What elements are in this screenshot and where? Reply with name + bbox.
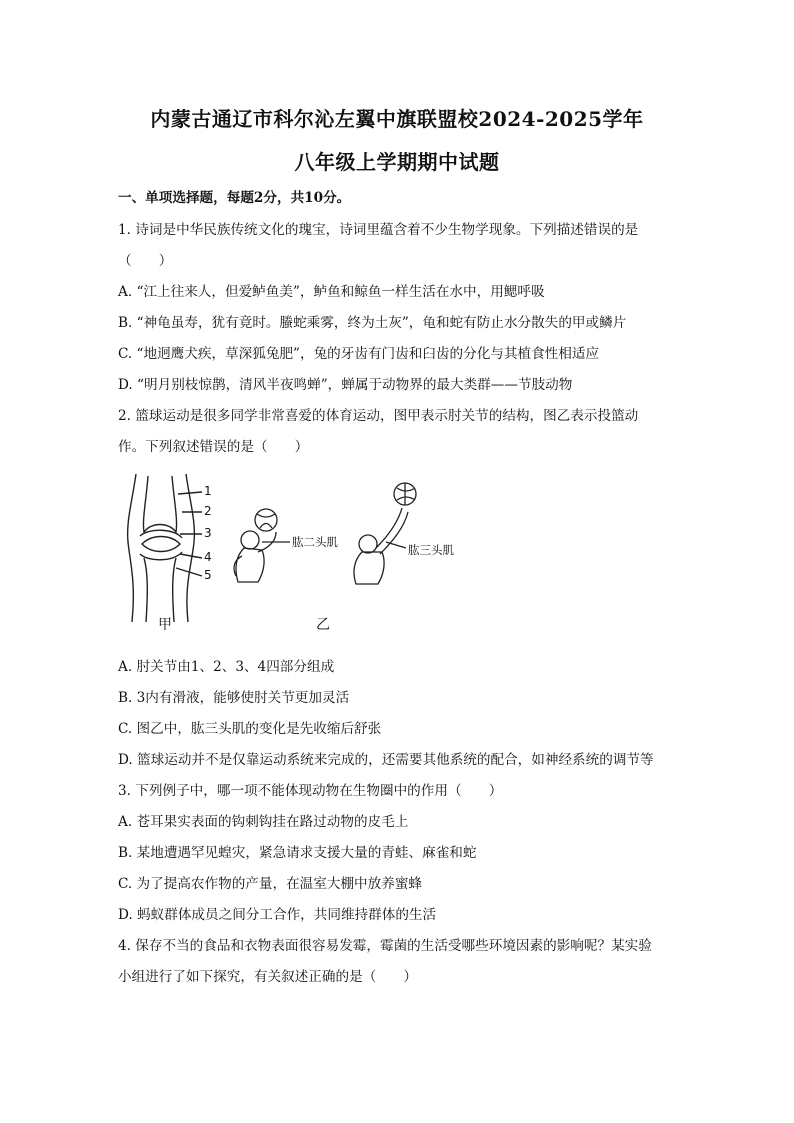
- exam-title-line2: 八年级上学期期中试题: [294, 150, 500, 174]
- label-part-5: 5: [204, 568, 212, 582]
- q1-option-b: B. “神龟虽寿，犹有竟时。螣蛇乘雾，终为土灰”，龟和蛇有防止水分散失的甲或鳞片: [118, 315, 627, 331]
- q2-stem-line1: 2. 篮球运动是很多同学非常喜爱的体育运动，图甲表示肘关节的结构，图乙表示投篮动: [118, 408, 639, 424]
- q1-option-c: C. “地迥鹰犬疾，草深狐兔肥”，兔的牙齿有门齿和臼齿的分化与其植食性相适应: [118, 346, 600, 362]
- label-triceps: 肱三头肌: [408, 543, 454, 557]
- label-part-3: 3: [204, 526, 212, 540]
- label-biceps: 肱二头肌: [292, 535, 338, 549]
- figure-label-jia: 甲: [158, 617, 172, 633]
- q2-stem-line2: 作。下列叙述错误的是（ ）: [118, 439, 309, 455]
- label-part-1: 1: [204, 484, 212, 498]
- q1-stem: 1. 诗词是中华民族传统文化的瑰宝，诗词里蕴含着不少生物学现象。下列描述错误的是: [118, 222, 639, 238]
- q2-option-c: C. 图乙中，肱三头肌的变化是先收缩后舒张: [118, 721, 382, 737]
- q3-option-c: C. 为了提高农作物的产量，在温室大棚中放养蜜蜂: [118, 876, 423, 892]
- q4-stem-line2: 小组进行了如下探究，有关叙述正确的是（ ）: [118, 969, 418, 985]
- q3-option-b: B. 某地遭遇罕见蝗灾，紧急请求支援大量的青蛙、麻雀和蛇: [118, 845, 477, 861]
- q3-option-d: D. 蚂蚁群体成员之间分工合作，共同维持群体的生活: [118, 907, 437, 923]
- label-part-4: 4: [204, 550, 212, 564]
- figure-label-yi: 乙: [316, 617, 330, 633]
- q2-option-a: A. 肘关节由1、2、3、4四部分组成: [118, 659, 335, 675]
- label-part-2: 2: [204, 504, 212, 518]
- q2-figure: [118, 472, 478, 632]
- q2-option-d: D. 篮球运动并不是仅靠运动系统来完成的，还需要其他系统的配合，如神经系统的调节等: [118, 752, 654, 768]
- q1-paren: （ ）: [118, 253, 173, 269]
- q3-stem: 3. 下列例子中，哪一项不能体现动物在生物圈中的作用（ ）: [118, 783, 503, 799]
- exam-title-line1: 内蒙古通辽市科尔沁左翼中旗联盟校2024-2025学年: [150, 107, 644, 131]
- q4-stem-line1: 4. 保存不当的食品和衣物表面很容易发霉，霉菌的生活受哪些环境因素的影响呢？某实验: [118, 938, 652, 954]
- q2-option-b: B. 3内有滑液，能够使肘关节更加灵活: [118, 690, 350, 706]
- q1-option-d: D. “明月别枝惊鹊，清风半夜鸣蝉”，蝉属于动物界的最大类群——节肢动物: [118, 377, 573, 393]
- q3-option-a: A. 苍耳果实表面的钩刺钩挂在路过动物的皮毛上: [118, 814, 409, 830]
- section-heading: 一、单项选择题，每题2分，共10分。: [118, 190, 351, 206]
- q1-option-a: A. “江上往来人，但爱鲈鱼美”，鲈鱼和鲸鱼一样生活在水中，用鳃呼吸: [118, 284, 545, 300]
